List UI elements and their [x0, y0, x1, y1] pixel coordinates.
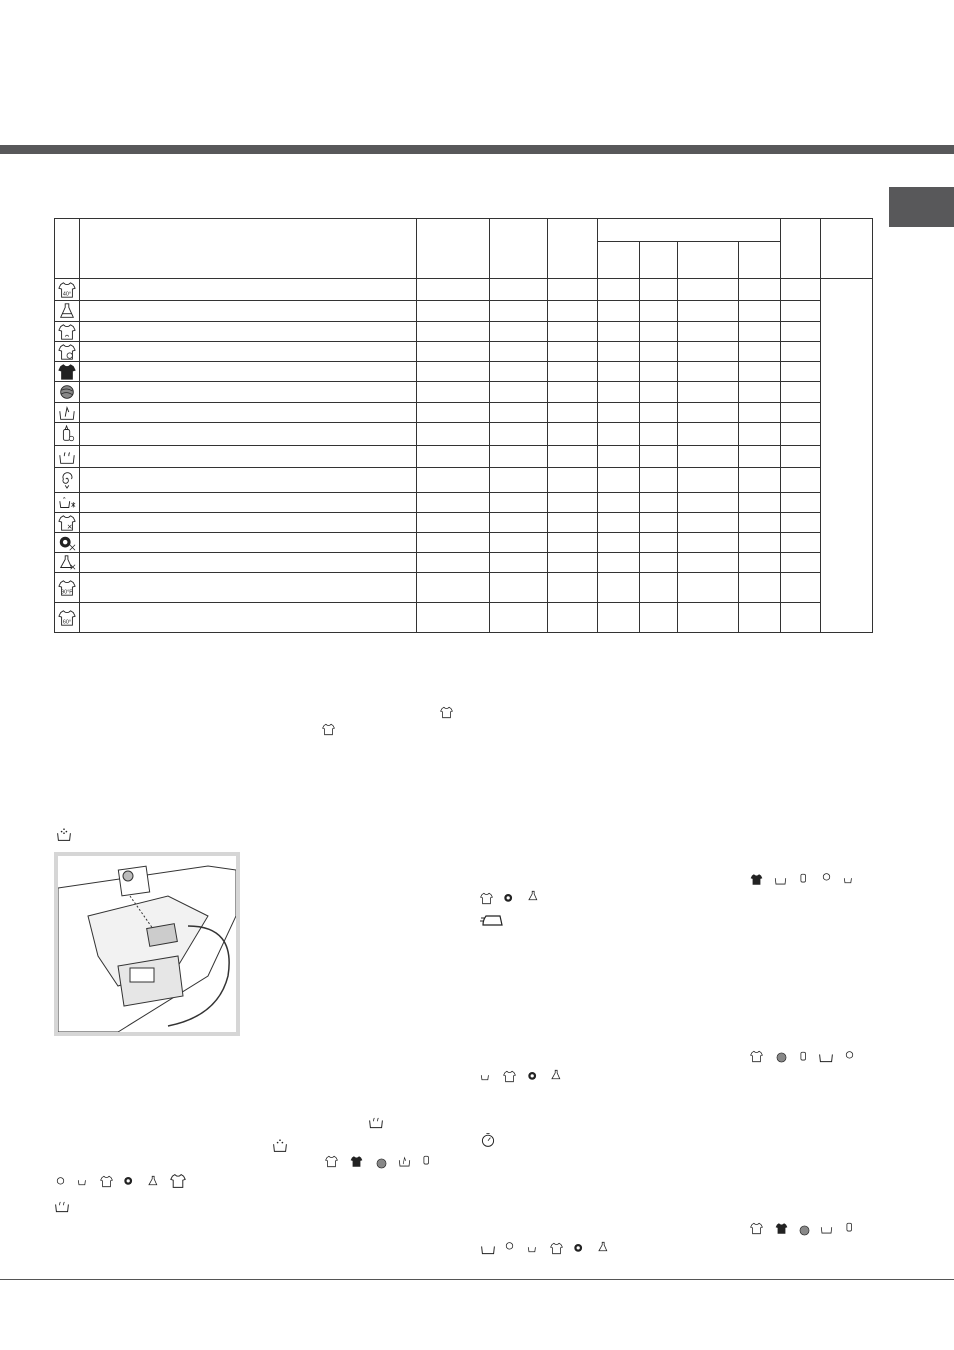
drain-icon	[480, 1070, 493, 1083]
refresh-icon	[325, 1155, 338, 1168]
anti-allergy-icon	[123, 1175, 136, 1188]
dark-icon	[58, 363, 76, 381]
baby-icon	[58, 425, 76, 443]
cotton-90p-icon	[58, 579, 76, 597]
refresh-icon	[58, 514, 76, 532]
baby-icon	[843, 1220, 856, 1233]
table-row	[55, 573, 873, 603]
spin-icon	[58, 471, 76, 489]
cotton-40-icon	[58, 281, 76, 299]
baby-icon	[797, 1049, 810, 1062]
hygiene-icon	[147, 1175, 160, 1188]
svg-text:40°: 40°	[62, 290, 72, 297]
wool-icon	[798, 1224, 811, 1237]
cotton-60-icon	[440, 706, 453, 719]
footer-rule	[0, 1279, 954, 1280]
header-cell	[80, 219, 417, 279]
spin-icon	[503, 1240, 516, 1253]
anti-allergy-icon	[527, 1070, 540, 1083]
table-row	[55, 468, 873, 493]
iron-icon	[480, 912, 506, 928]
header-cell	[490, 219, 548, 279]
table-row	[55, 603, 873, 633]
table-row	[55, 423, 873, 446]
hygiene-icon	[597, 1241, 610, 1254]
header-cell	[598, 242, 640, 279]
header-cell	[417, 219, 490, 279]
prewash-icon	[272, 1137, 288, 1153]
cotton-60-icon	[58, 609, 76, 627]
table-row	[55, 279, 873, 301]
header-cell	[55, 219, 80, 279]
table-row	[55, 382, 873, 403]
header-cell	[548, 219, 598, 279]
detergent-drawer-illustration	[54, 852, 240, 1036]
wool-icon	[775, 1051, 788, 1064]
cotton-40-icon	[322, 723, 335, 736]
spin-icon	[843, 1049, 856, 1062]
header-cell	[739, 242, 781, 279]
refresh-icon	[503, 1070, 516, 1083]
rinse-icon	[368, 1114, 384, 1130]
baby-icon	[420, 1153, 433, 1166]
refresh-icon	[550, 1242, 563, 1255]
table-row	[55, 322, 873, 342]
header-cell	[821, 219, 873, 279]
drain-icon	[527, 1242, 540, 1255]
table-row	[55, 533, 873, 553]
header-bar	[0, 145, 954, 154]
table-row	[55, 301, 873, 322]
delicates-icon	[398, 1155, 411, 1168]
hygiene-icon	[58, 554, 76, 572]
rinse-icon	[54, 1198, 70, 1214]
rinse-icon	[480, 1240, 496, 1256]
wool-icon	[375, 1157, 388, 1170]
cotton-90p-icon	[170, 1173, 186, 1189]
header-group-cell	[598, 219, 781, 242]
table-row	[55, 513, 873, 533]
merged-cell	[821, 279, 873, 633]
dark-icon	[350, 1155, 363, 1168]
table-row	[55, 342, 873, 362]
wool-icon	[58, 383, 76, 401]
synthetics-icon	[58, 302, 76, 320]
spin-icon	[54, 1175, 67, 1188]
header-cell	[781, 219, 821, 279]
delicates-icon	[58, 404, 76, 422]
refresh-icon	[750, 1050, 763, 1063]
table-row	[55, 403, 873, 423]
dark-icon	[775, 1222, 788, 1235]
rinse-icon	[58, 448, 76, 466]
svg-text:60°: 60°	[62, 618, 72, 625]
programmes-table	[54, 218, 873, 633]
language-tab	[889, 187, 954, 227]
prewash-icon	[56, 826, 72, 842]
refresh-icon	[480, 892, 493, 905]
drain-icon	[58, 494, 76, 512]
rinse-icon	[818, 1048, 834, 1064]
header-cell	[678, 242, 739, 279]
dark-icon	[750, 873, 763, 886]
delicates-icon	[820, 1222, 833, 1235]
drain-icon	[77, 1175, 90, 1188]
mix-icon	[58, 343, 76, 361]
refresh-icon	[100, 1175, 113, 1188]
delicates-icon	[774, 873, 787, 886]
anti-allergy-icon	[573, 1242, 586, 1255]
header-cell	[640, 242, 678, 279]
hygiene-icon	[527, 890, 540, 903]
baby-icon	[797, 871, 810, 884]
timer-icon	[480, 1132, 496, 1148]
table-row	[55, 553, 873, 573]
anti-allergy-icon	[503, 892, 516, 905]
spin-icon	[820, 871, 833, 884]
table-row	[55, 362, 873, 382]
hygiene-icon	[550, 1069, 563, 1082]
drain-icon	[843, 873, 856, 886]
table-row	[55, 446, 873, 468]
cotton-steam-icon	[58, 323, 76, 341]
refresh-icon	[750, 1222, 763, 1235]
table-row	[55, 493, 873, 513]
anti-allergy-icon	[58, 534, 76, 552]
svg-text:90°P: 90°P	[61, 588, 73, 595]
